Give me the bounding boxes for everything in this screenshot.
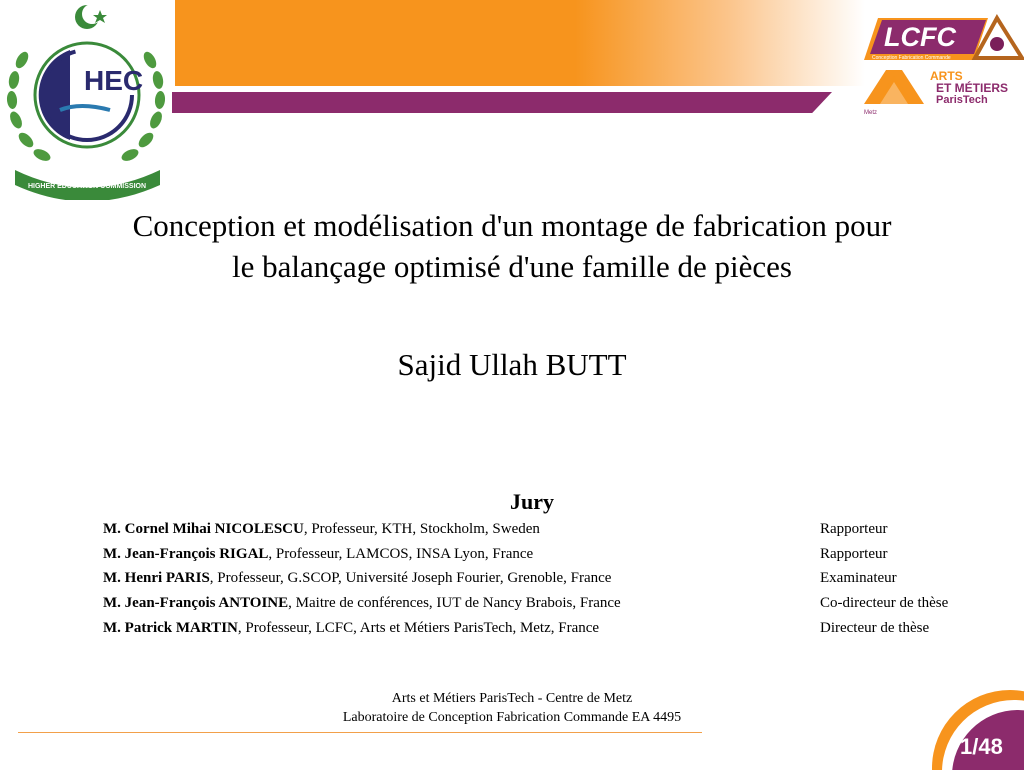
footer-institution: [300, 689, 724, 727]
hec-crest-logo: [0, 0, 175, 200]
lcfc-logo: [860, 14, 1024, 64]
footer-divider: [18, 732, 702, 733]
jury-row: [103, 546, 1003, 571]
jury-member-details: , Maitre de conférences, IUT de Nancy Brabois, France: [288, 595, 621, 612]
jury-member-role: Rapporteur: [820, 521, 888, 537]
jury-member-details: , Professeur, KTH, Stockholm, Sweden: [303, 521, 540, 537]
jury-heading: Jury: [510, 489, 554, 514]
jury-member-name: M. Jean-François RIGAL: [103, 545, 269, 562]
thesis-title-line2: le balançage optimisé d'une famille de pièces: [232, 249, 792, 284]
jury-row: [103, 595, 1003, 620]
author-name: Sajid Ullah BUTT: [397, 347, 627, 382]
jury-member-details: , Professeur, G.SCOP, Université Joseph Fourier, Grenoble, France: [209, 570, 612, 587]
jury-row: [103, 620, 1003, 645]
hec-crest-icon: [0, 0, 175, 200]
hec-ring-text: HIGHER EDUCATION COMMISSION: [27, 183, 147, 190]
jury-member-details: , Professeur, LAMCOS, INSA Lyon, France: [268, 545, 534, 562]
am-logo-line1: ARTS: [930, 69, 963, 83]
jury-member-role: Co-directeur de thèse: [820, 595, 949, 612]
jury-member-role: Directeur de thèse: [820, 619, 930, 636]
thesis-title-line1: Conception et modélisation d'un montage de fabrication pour: [132, 208, 892, 243]
lcfc-logo-text: LCFC: [884, 22, 956, 52]
am-logo-city: Metz: [864, 110, 878, 116]
jury-member-role: Examinateur: [820, 570, 897, 587]
am-logo-line2: ET MÉTIERS: [936, 81, 1009, 95]
jury-list: [103, 521, 1003, 644]
page-number: 1/48: [960, 734, 1003, 759]
jury-member-role: Rapporteur: [820, 545, 888, 562]
header-purple-band: [172, 92, 832, 113]
jury-member-name: M. Patrick MARTIN: [103, 619, 238, 636]
header-orange-band: [175, 0, 865, 86]
arts-et-metiers-logo: [862, 66, 1022, 118]
jury-member-name: M. Jean-François ANTOINE: [103, 595, 289, 612]
jury-member-details: , Professeur, LCFC, Arts et Métiers ParisTech, Metz, France: [237, 619, 600, 636]
arts-et-metiers-icon: [862, 66, 1022, 118]
jury-member-name: M. Cornel Mihai NICOLESCU: [103, 521, 304, 537]
jury-member-name: M. Henri PARIS: [103, 570, 210, 587]
lcfc-logo-subtitle: Conception Fabrication Commande: [872, 55, 951, 61]
footer-line2: Laboratoire de Conception Fabrication Commande EA 4495: [342, 710, 682, 725]
thesis-title: [40, 205, 984, 287]
lcfc-logo-icon: [860, 14, 1024, 64]
jury-row: [103, 521, 1003, 546]
footer-line1: Arts et Métiers ParisTech - Centre de Metz: [391, 691, 633, 706]
am-logo-line3: ParisTech: [936, 94, 988, 106]
hec-logo-text: HEC: [84, 65, 144, 96]
jury-row: [103, 570, 1003, 595]
